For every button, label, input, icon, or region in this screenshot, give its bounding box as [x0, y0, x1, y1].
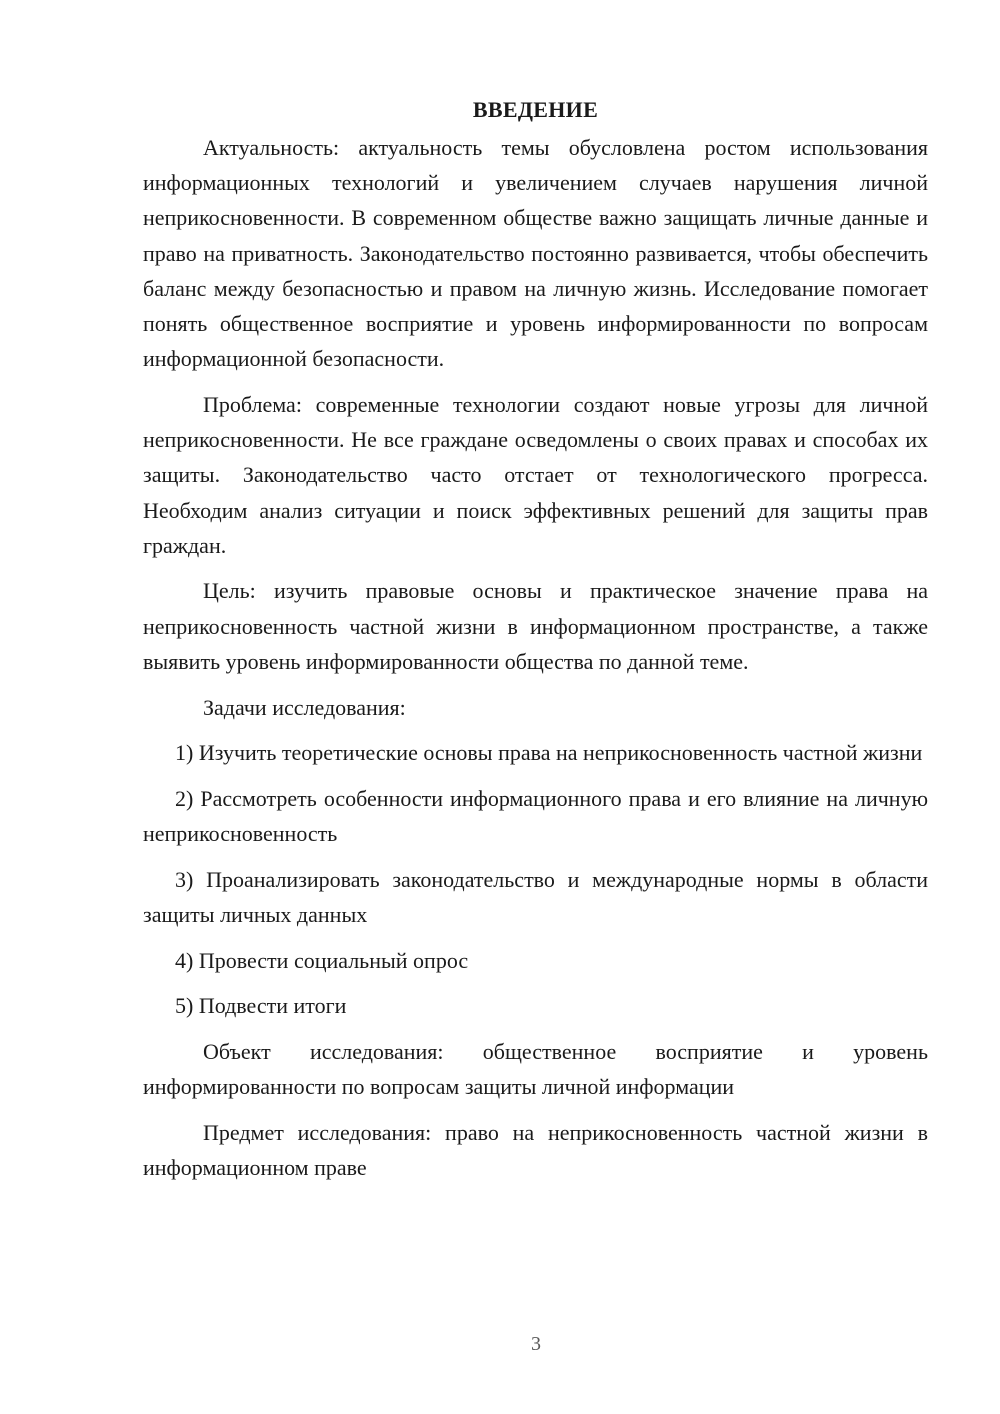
object-paragraph: Объект исследования: общественное восприятие и уровень информированности по вопросам защиты личной информации: [143, 1039, 928, 1100]
task-item: 2) Рассмотреть особенности информационного права и его влияние на личную неприкосновенность: [143, 785, 928, 847]
subject-paragraph: Предмет исследования: право на неприкосновенность частной жизни в информационном праве: [143, 1120, 928, 1181]
section-title: ВВЕДЕНИЕ: [472, 97, 599, 122]
document-page: [143, 92, 928, 1196]
task-item: 4) Провести социальный опрос: [175, 947, 469, 973]
task-item: 5) Подвести итоги: [175, 993, 347, 1019]
problem-paragraph: Проблема: современные технологии создают новые угрозы для личной неприкосновенности. Не все граждане осведомлены о своих правах и способах их защиты. Законодательство часто отстает от технологического прогресса. Необходим анализ ситуации и поиск эффективных решений для защиты прав граждан.: [143, 391, 928, 558]
task-item: 3) Проанализировать законодательство и международные нормы в области защиты личных данных: [143, 866, 928, 928]
relevance-paragraph: Актуальность: актуальность темы обусловлена ростом использования информационных технологий и увеличением случаев нарушения личной неприкосновенности. В современном обществе важно защищать личные данные и право на приватность. Законодательство постоянно развивается, чтобы обеспечить баланс между безопасностью и правом на личную жизнь. Исследование помогает понять общественное восприятие и уровень информированности по вопросам информационной безопасности.: [143, 135, 928, 372]
goal-paragraph: Цель: изучить правовые основы и практическое значение права на неприкосновенность частной жизни в информационном пространстве, а также выявить уровень информированности общества по данной теме.: [143, 578, 928, 674]
task-item: 1) Изучить теоретические основы права на неприкосновенность частной жизни: [175, 740, 923, 766]
page-number: 3: [531, 1333, 541, 1355]
tasks-heading: Задачи исследования:: [203, 694, 406, 720]
